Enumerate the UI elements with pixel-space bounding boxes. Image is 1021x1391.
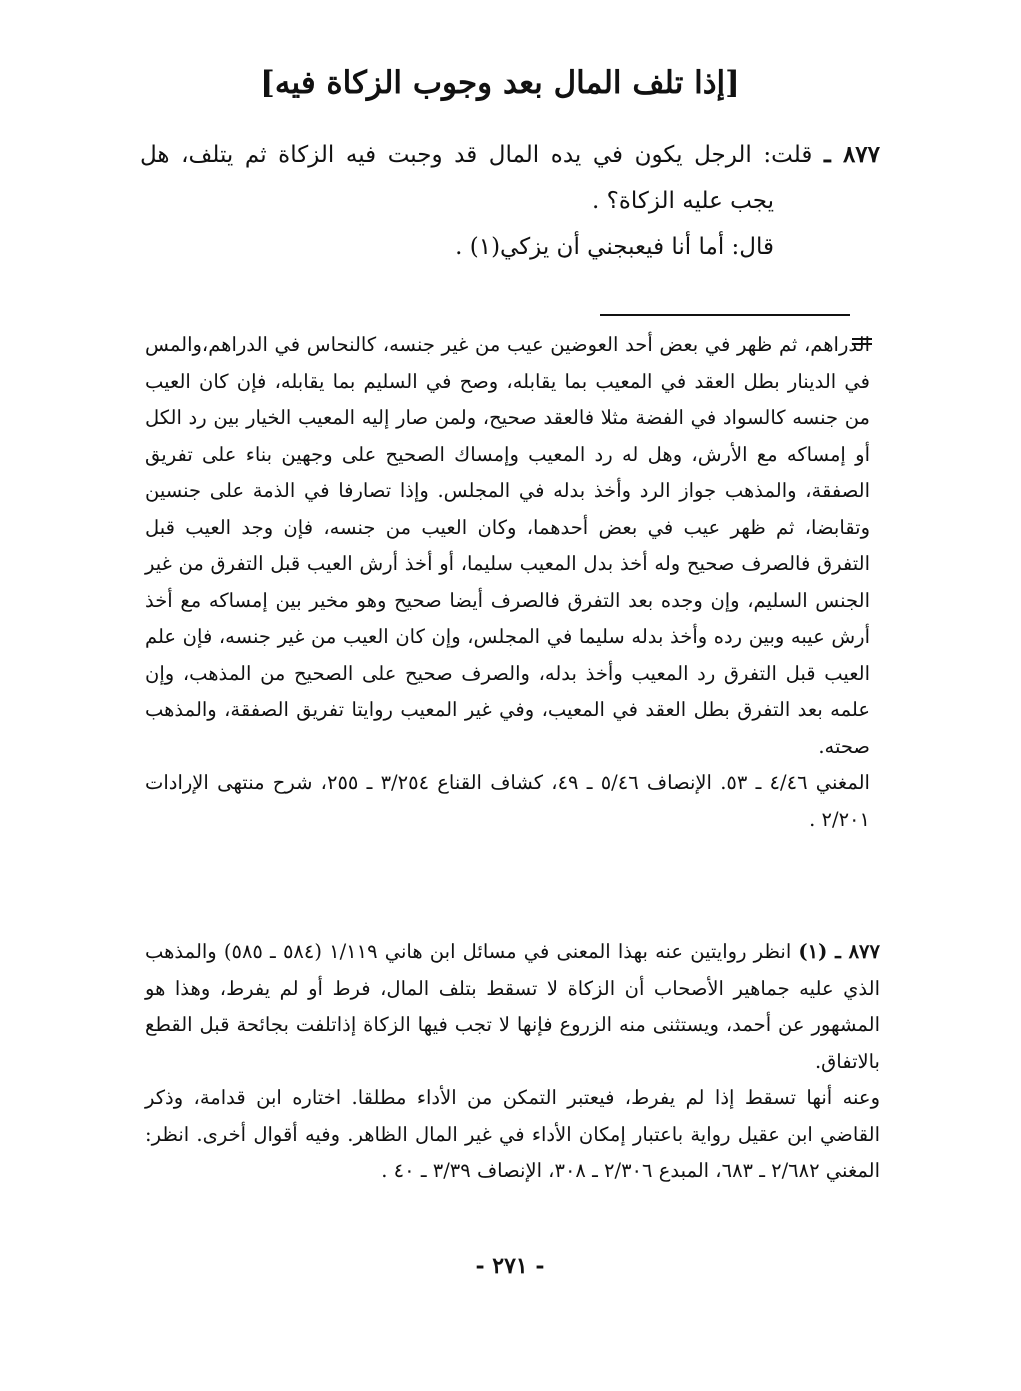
page-number: - ٢٧١ - bbox=[475, 1253, 545, 1279]
footnote-separator bbox=[600, 314, 850, 316]
question-line-1 bbox=[140, 135, 880, 175]
footnote-877-text-1: انظر روايتين عنه بهذا المعنى في مسائل ابن هاني ١/١١٩ (٥٨٤ ـ ٥٨٥) والمذهب الذي عليه جماهير الأصحاب أن الزكاة لا تسقط بتلف المال، فرط أو لم يفرط، وهذا هو المشهور عن أحمد، ويستثنى منه الزروع فإنها لا تجب فيها الزكاة إذاتلفت بجائحة قبل القطع بالاتفاق. bbox=[145, 940, 880, 1073]
question-line-2: يجب عليه الزكاة؟ . bbox=[592, 188, 774, 214]
section-heading: [إذا تلف المال بعد وجوب الزكاة فيه] bbox=[260, 65, 740, 101]
question-text-1: قلت: الرجل يكون في يده المال قد وجبت فيه الزكاة ثم يتلف، هل bbox=[140, 142, 813, 168]
footnote-continuation-refs: المغني ٤/٤٦ ـ ٥٣. الإنصاف ٥/٤٦ ـ ٤٩، كشاف القناع ٣/٢٥٤ ـ ٢٥٥، شرح منتهى الإرادات ٢/٢٠١ . bbox=[145, 771, 870, 831]
footnote-marker: ٨٧٧ ـ (١) bbox=[798, 940, 880, 963]
answer-line: قال: أما أنا فيعبجني أن يزكي(١) . bbox=[455, 234, 774, 260]
footnote-877-1 bbox=[145, 934, 880, 1190]
footnote-877-paragraph-1 bbox=[145, 934, 880, 1080]
footnote-continuation-text: الدراهم، ثم ظهر في بعض أحد العوضين عيب من غير جنسه، كالنحاس في الدراهم،والمس في الدينار بطل العقد في المعيب بما يقابله، وصح في السليم بما يقابله، فإن كان العيب من جنسه كالسواد في الفضة مثلا فالعقد صحيح، ولمن صار إليه المعيب الخيار بين رد الكل أو إمساكه مع الأرش، وهل له رد المعيب وإمساك الصحيح على وجهين بناء على تفريق الصفقة، والمذهب جواز الرد وأخذ بدله في المجلس. وإذا تصارفا في الذمة على جنسين وتقابضا، ثم ظهر عيب في بعض أحدهما، وكان العيب من جنسه، فإن وجد العيب قبل التفرق فالصرف صحيح وله أخذ بدل المعيب سليما، أو أخذ أرش العيب قبل التفرق من غير الجنس السليم، وإن وجده بعد التفرق فالصرف أيضا صحيح وهو مخير بين إمساكه مع أخذ أرش عيبه وبين رده وأخذ بدله سليما في المجلس، وإن كان العيب من غير جنسه، فإن علم العيب قبل التفرق رد المعيب وأخذ بدله، والصرف صحيح على الصحيح من المذهب، وإن علمه بعد التفرق بطل العقد في المعيب، وفي غير المعيب روايتا تفريق الصفقة، والمذهب صحته. bbox=[145, 333, 870, 758]
footnote-continuation bbox=[145, 327, 870, 838]
footnote-877-paragraph-2: وعنه أنها تسقط إذا لم يفرط، فيعتبر التمكن من الأداء مطلقا. اختاره ابن قدامة، وذكر القاضي ابن عقيل رواية باعتبار إمكان الأداء في غير المال الظاهر. وفيه أقوال أخرى. انظر: المغني ٢/٦٨٢ ـ ٦٨٣، المبدع ٢/٣٠٦ ـ ٣٠٨، الإنصاف ٣/٣٩ ـ ٤٠ . bbox=[145, 1086, 880, 1182]
question-number: ٨٧٧ ـ bbox=[823, 141, 881, 168]
